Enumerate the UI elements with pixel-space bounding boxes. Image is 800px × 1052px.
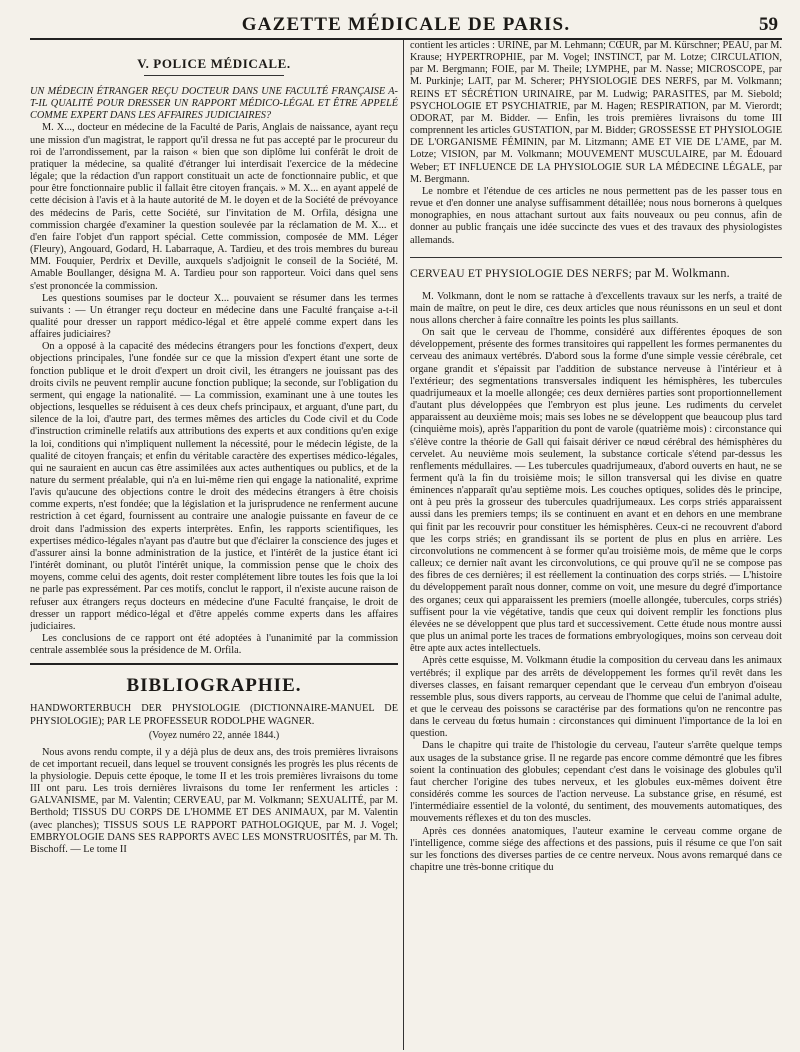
article-title-text: CERVEAU ET PHYSIOLOGIE DES NERFS; — [410, 267, 636, 280]
bibliography-paragraph: Nous avons rendu compte, il y a déjà plus de deux ans, des trois premières livraisons de cet important recueil, dans lequel se trouvent consignés les progrès les plus récents de la physiologie. Depuis cette époque, le tome II et les trois premières livraisons du tome III ont paru. Les trois dernières livraisons du tome Ier renferment les articles : GALVANISME, par M. Valentin; CERVEAU, par M. Volkmann; SEXUALITÉ, par M. Berthold; TISSUS DU CORPS DE L'HOMME ET DES ANIMAUX, par M. Valentin (avec planches); TISSUS SOUS LE RAPPORT PATHOLOGIQUE, par M. J. Vogel; EMBRYOLOGIE DANS SES RAPPORTS AVEC LES MONSTRUOSITÉS, par M. Th. Bischoff. — Le tome II — [30, 746, 398, 855]
section-title: V. POLICE MÉDICALE. — [137, 56, 291, 71]
left-column — [30, 40, 398, 856]
section-divider — [144, 75, 284, 76]
section-question: UN MÉDECIN ÉTRANGER REÇU DOCTEUR DANS UNE FACULTÉ FRANÇAISE A-T-IL QUALITÉ POUR DRESSER UN RAPPORT MÉDICO-LÉGAL ET ÊTRE APPELÉ COMME EXPERT DANS LES AFFAIRES JUDICIAIRES? — [30, 86, 398, 122]
article-paragraph: M. X..., docteur en médecine de la Faculté de Paris, Anglais de naissance, ayant reçu une mission d'un magistrat, le rapport qu'il dressa ne fut pas accepté par le procureur du roi de l'arrondissement, par la raison « bien que son diplôme lui conférât le droit de pratiquer la médecine, sa qualité d'étranger lui interdisait l'exercice de la médecine légale; que la rédaction d'un rapport constituait un acte de fonctionnaire public, et que pour être fonctionnaire public il fallait être citoyen français. » M. X... en ayant appelé de cette décision à l'avis et à la haute autorité de M. le doyen et de la Société de prévoyance des médecins de Paris, cette Société, sur l'invitation de M. Orfila, désigna une commission chargée d'examiner la question soulevée par la réclamation de M. X... et d'en faire l'objet d'un rapport spécial. Cette commission, composée de MM. Léger (Fleury), Angouard, Godard, H. Labarraque, A. Tardieu, et des trois membres du bureau MM. Fouquier, Perdrix et Deville, auxquels s'adjoignit le conseil de la Société, M. Amable Boullanger, désigna M. A. Tardieu pour son rapporteur. Voici dans quel sens s'est prononcée la commission. — [30, 122, 398, 292]
article-author: par M. Wolkmann. — [635, 265, 730, 280]
page-number: 59 — [759, 14, 778, 35]
column-divider — [403, 40, 404, 1050]
article-paragraph: Les conclusions de ce rapport ont été adoptées à l'unanimité par la commission centrale assemblée sous la présidence de M. Orfila. — [30, 633, 398, 657]
article-paragraph: Dans le chapitre qui traite de l'histologie du cerveau, l'auteur s'arrête quelque temps aux usages de la substance grise. Il ne regarde pas encore comme démontré que les fibres soient la continuation des globules; cependant c'est dans le voisinage des globules qu'il faut chercher l'origine des tubes nerveux, et les globules eux-mêmes doivent être considérés comme les sources de l'action nerveuse. La substance grise, en résumé, est l'intermédiaire essentiel de la volonté, du sentiment, des mouvements automatiques, des mouvements réflexes et du ton des muscles. — [410, 740, 782, 825]
columns — [30, 40, 782, 1050]
article-paragraph: M. Volkmann, dont le nom se rattache à d'excellents travaux sur les nerfs, a traité de main de maître, on peut le dire, ces deux articles que nous réunissons en un seul et dont nous allons chercher à faire connaître les points les plus saillants. — [410, 290, 782, 326]
article-paragraph: Les questions soumises par le docteur X... pouvaient se résumer dans les termes suivants : — Un étranger reçu docteur en médecine dans une Faculté française a-t-il qualité pour dresser un rapport médico-légal et être appelé comme expert dans les affaires judiciaires? — [30, 292, 398, 341]
article-paragraph: On sait que le cerveau de l'homme, considéré aux différentes époques de son développement, présente des formes transitoires qui rappellent les formes permanentes du cerveau des animaux vertébrés. D'abord sous la forme d'une simple vessie cérébrale, cet organe grandit et s'épaissit par l'addition de substance nerveuse à l'intérieur et à l'extérieur; des segmentations transversales indiquent les hémisphères, les tubercules quadrijumeaux et la moelle allongée; ces deux dernières parties sont proportionnellement d'autant plus développées que l'embryon est plus jeune. Les rudiments du cervelet apparaissent au deuxième mois; mais ses lobes ne se développent que beaucoup plus tard (cinquième mois), après l'apparition du pont de varole (quatrième mois) : circonstance qui s'élève contre la théorie de Gall qui faisait dériver ce nœud cérébral des hémisphères du cervelet. Au neuvième mois seulement, la substance corticale s'étend par-dessus les renflements médullaires. — Les tubercules quadrijumeaux, d'abord ouverts en haut, ne se ferment qu'à la fin du troisième mois; le sillon transversal qui les divise en quatre éminences n'apparaît qu'au septième mois. Les couches optiques, solides dès le principe, ont à peu près la grosseur des tubercules quadrijumeaux. Les corps striés apparaissent aussi dans les premiers temps; ils se continuent en avant et en dehors en une membrane qui finit par les recouvrir pour constituer les hémisphères. Ceux-ci ne recouvrent d'abord que les corps striés; en grandissant ils se portent de plus en plus en arrière. Les circonvolutions ne commencent à se former qu'au troisième mois, de même que le corps calleux; ce dernier naît avant les circonvolutions, ce qui prouve qu'il ne se compose pas des fibres de ces dernières; il est réellement la continuation des corps striés. — L'histoire du développement paraît nous donner, comme on voit, une mesure du degré d'importance des organes; ceux qui apparaissent les premiers (moelle allongée, tubercules, corps striés) suffisent pour la vie végétative, tandis que ceux qui doivent remplir les fonctions plus élevées ne se développent que plus tard et successivement. Cette étude nous montre aussi que plus un animal porte les traces de formations embryologiques, moins son cerveau doit être apte aux actes intellectuels. — [410, 327, 782, 655]
article-paragraph: contient les articles : URINE, par M. Lehmann; CŒUR, par M. Kürschner; PEAU, par M. Krause; HYPERTROPHIE, par M. Vogel; INSTINCT, par M. Lotze; CIRCULATION, par M. Bergmann; FOIE, par M. Theile; LYMPHE, par M. Nasse; MICROSCOPE, par M. Purkinje; LAIT, par M. Scherer; PHYSIOLOGIE DES NERFS, par M. Volkmann; REINS ET SÉCRÉTION URINAIRE, par M. Ludwig; PARASITES, par M. Siebold; PSYCHOLOGIE ET PSYCHIATRIE, par M. Hagen; RESPIRATION, par M. Vierordt; ODORAT, par M. Bidder. — Enfin, les trois premières livraisons du tome III comprennent les articles GUSTATION, par M. Bidder; GROSSESSE ET PHYSIOLOGIE DE L'ORGANISME FÉMININ, par M. Litzmann; AME ET VIE DE L'AME, par M. Lotze; VISION, par M. Volkmann; MOUVEMENT MUSCULAIRE, par M. Édouard Weber; ET INFLUENCE DE LA PHYSIOLOGIE SUR LA MÉDECINE LÉGALE, par M. Bergmann. — [410, 40, 782, 185]
article-paragraph: Le nombre et l'étendue de ces articles ne nous permettent pas de les passer tous en revue et d'en donner une analyse suffisamment détaillée; nous nous bornerons à quelques monographies, en nous attachant surtout aux faits nouveaux ou peu connus, afin de donner au public français une idée succincte des vues et des travaux des physiologistes allemands. — [410, 185, 782, 246]
journal-title: GAZETTE MÉDICALE DE PARIS. — [241, 14, 571, 35]
bibliography-heading: BIBLIOGRAPHIE. — [126, 675, 302, 697]
book-title: HANDWORTERBUCH DER PHYSIOLOGIE (DICTIONNAIRE-MANUEL DE PHYSIOLOGIE); PAR LE PROFESSEUR RODOLPHE WAGNER. — [30, 703, 398, 727]
page-header — [30, 8, 782, 40]
article-divider — [410, 257, 782, 258]
right-column — [410, 40, 782, 874]
article-title — [410, 266, 782, 281]
article-paragraph: Après cette esquisse, M. Volkmann étudie la composition du cerveau dans les animaux vertébrés; il explique par des arrêts de développement les formes qu'il revêt dans les diverses classes, en faisant remarquer cependant que le cerveau d'un embryon d'oiseau ressemble plus, sous divers rapports, au cerveau de l'homme que celui de l'animal adulte, et que le cerveau des poissons se caractérise par des formations qu'on ne rencontre pas dans le cerveau du fœtus humain : circonstances qui diminuent l'importance de la loi en question. — [410, 655, 782, 740]
article-paragraph: Après ces données anatomiques, l'auteur examine le cerveau comme organe de l'intelligence, comme siége des affections et des passions, puis il résume ce que l'on sait sur les fonctions des diverses parties de ce centre nerveux. Nous avons remarqué dans ce chapitre une très-bonne critique du — [410, 825, 782, 873]
book-reference-note: (Voyez numéro 22, année 1844.) — [148, 729, 280, 741]
bibliography-divider — [30, 663, 398, 665]
article-paragraph: On a opposé à la capacité des médecins étrangers pour les fonctions d'expert, deux objections principales, l'une fondée sur ce que la mission d'expert étant une sorte de fonction publique et le droit d'expert un droit civil, les étrangers ne jouissant pas des droits civils ne peuvent remplir aucune fonction publique; la seconde, sur l'obligation du serment, qui engage la nationalité. — La commission, examinant une à une toutes les objections, lesquelles se réduisent à ces deux chefs principaux, et arguant, d'une part, du silence de la loi, d'autre part, des termes mêmes des articles du Code civil et du Code d'instruction criminelle relatifs aux attributions des experts et aux conditions qu'en exige la loi, conditions qui n'impliquent nullement la nécessité, pour le médecin légiste, de la qualité de citoyen français; et enfin du véritable caractère des expertises médico-légales, qui ne sauraient en aucun cas être assimilées aux actes authentiques ou publics, et de la nature du serment préalable, qui n'a en lui-même rien qui engage la nationalité, exprime l'avis qu'aucune des objections contre le droit des médecins étrangers à être choisis comme experts, n'est fondée; que la législation et la jurisprudence ne renferment aucune restriction à cet égard, fournissent au contraire une analogie puissante en faveur de ce droit dans l'admission des experts interprètes. Enfin, les rapports scientifiques, les expertises médico-légales n'ayant pas d'autre but que d'éclairer la conscience des juges et d'assurer ainsi la bonne administration de la justice, et l'intérêt de la justice étant ici l'intérêt dominant, ou plutôt l'intérêt unique, la commission pense que le choix des moyens, comme celui des agents, doit rester complétement libre toutes les fois que la loi ne parle pas expressément. Par ces motifs, conclut le rapport, il n'existe aucune raison de refuser aux étrangers reçus docteurs en médecine d'une Faculté française, le droit de dresser un rapport médico-légal et d'être appelés comme experts dans les affaires judiciaires. — [30, 341, 398, 632]
